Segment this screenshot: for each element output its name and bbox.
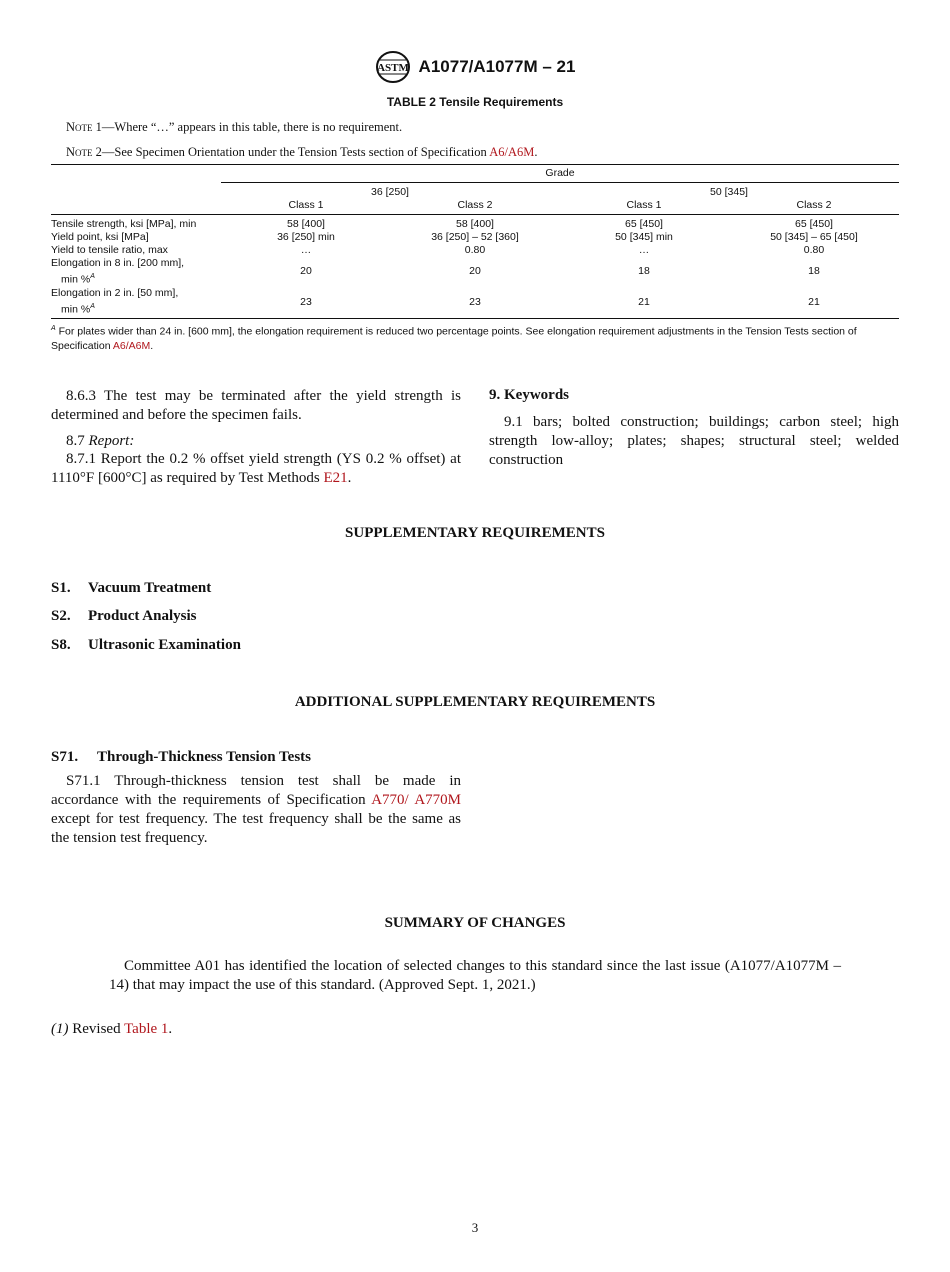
grade-36: 36 [250] bbox=[371, 186, 409, 198]
paragraph-8-6-3: 8.6.3 The test may be terminated after the yield strength is determined and before the specimen fails. bbox=[51, 388, 461, 423]
table-cell: … bbox=[638, 244, 650, 256]
table-cell: 36 [250] min bbox=[277, 231, 335, 243]
supplementary-heading: SUPPLEMENTARY REQUIREMENTS bbox=[345, 525, 605, 541]
table-note-2: Note 2—See Specimen Orientation under the Tension Tests section of Specification A6/A6M. bbox=[66, 145, 538, 159]
table-cell: 65 [450] bbox=[795, 218, 833, 230]
table-title: TABLE 2 Tensile Requirements bbox=[386, 95, 564, 109]
paragraph-8-7-1: 8.7.1 Report the 0.2 % offset yield strength (YS 0.2 % offset) at 1110°F [600°C] as required by Test Methods E21. bbox=[51, 451, 461, 486]
table-footnote: $^A$ For plates wider than 24 in. [600 mm], the elongation requirement is reduced two percentage points. See elongation requirement adjustments in the Tension Tests section of Specification A6/A6M. bbox=[51, 325, 857, 352]
grade-50: 50 [345] bbox=[710, 186, 748, 198]
table-cell: 50 [345] – 65 [450] bbox=[770, 231, 858, 243]
svg-text:ASTM: ASTM bbox=[376, 62, 409, 74]
row-label: Yield point, ksi [MPa] bbox=[51, 231, 149, 243]
grade-header: Grade bbox=[221, 165, 899, 183]
supplementary-item: S8. Ultrasonic Examination bbox=[51, 637, 241, 653]
class-header: Class 1 bbox=[288, 199, 324, 211]
table-row bbox=[51, 215, 899, 232]
summary-heading: SUMMARY OF CHANGES bbox=[384, 915, 566, 931]
class-header: Class 2 bbox=[457, 199, 493, 211]
standard-designation: A1077/A1077M – 21 bbox=[418, 57, 576, 76]
link-a770-a770m[interactable]: A770/ A770M bbox=[371, 792, 462, 808]
table-cell: 0.80 bbox=[803, 244, 825, 256]
astm-logo-icon bbox=[375, 50, 411, 84]
table-row bbox=[51, 244, 899, 257]
keywords-heading: 9. Keywords bbox=[489, 387, 569, 403]
page-number: 3 bbox=[471, 1220, 479, 1235]
link-a6-a6m[interactable]: A6/A6M bbox=[489, 145, 535, 159]
table-cell: 21 bbox=[638, 295, 650, 308]
row-label: Elongation in 8 in. [200 mm], min %$^A$ bbox=[51, 257, 185, 286]
paragraph-s71-1: S71.1 Through-thickness tension test shall be made in accordance with the requirements of Specification A770/ A770M except for test frequency. The test frequency shall be the same as the tension test frequency. bbox=[51, 773, 462, 846]
link-table-1[interactable]: Table 1 bbox=[124, 1021, 169, 1037]
tensile-requirements-table bbox=[51, 164, 899, 319]
table-cell: 21 bbox=[808, 295, 820, 308]
table-cell: … bbox=[300, 244, 312, 256]
table-cell: 20 bbox=[469, 265, 481, 278]
summary-paragraph: Committee A01 has identified the location of selected changes to this standard since the last issue (A1077/A1077M – 14) that may impact the use of this standard. (Approved Sept. 1, 2021.) bbox=[109, 958, 841, 993]
table-cell: 65 [450] bbox=[625, 218, 663, 230]
paragraph-8-7: 8.7 Report: bbox=[66, 433, 135, 449]
keywords-paragraph: 9.1 bars; bolted construction; buildings; carbon steel; high strength low-alloy; plates; shapes; structural steel; welded construction bbox=[489, 414, 899, 468]
table-row bbox=[51, 287, 899, 319]
supplementary-item: S1. Vacuum Treatment bbox=[51, 580, 212, 596]
row-label: Tensile strength, ksi [MPa], min bbox=[51, 218, 197, 230]
row-label: Yield to tensile ratio, max bbox=[51, 244, 168, 256]
class-header: Class 2 bbox=[796, 199, 832, 211]
link-e21[interactable]: E21 bbox=[323, 470, 348, 486]
row-label: Elongation in 2 in. [50 mm], min %$^A$ bbox=[51, 286, 179, 315]
table-cell: 18 bbox=[638, 265, 650, 278]
table-row bbox=[51, 231, 899, 244]
s71-heading: S71. Through-Thickness Tension Tests bbox=[51, 749, 311, 765]
table-cell: 0.80 bbox=[464, 244, 486, 256]
page-header bbox=[0, 50, 950, 84]
class-header: Class 1 bbox=[626, 199, 662, 211]
table-row bbox=[51, 257, 899, 287]
table-cell: 58 [400] bbox=[287, 218, 325, 230]
summary-item: (1) Revised Table 1. bbox=[51, 1021, 173, 1037]
table-cell: 20 bbox=[300, 265, 312, 278]
table-cell: 18 bbox=[808, 265, 820, 278]
table-cell: 36 [250] – 52 [360] bbox=[431, 231, 519, 243]
table-note-1: Note 1—Where “…” appears in this table, there is no requirement. bbox=[66, 120, 403, 134]
table-header-blank bbox=[51, 165, 221, 183]
supplementary-item: S2. Product Analysis bbox=[51, 608, 197, 624]
link-a6-a6m[interactable]: A6/A6M bbox=[112, 339, 151, 352]
table-cell: 50 [345] min bbox=[615, 231, 673, 243]
table-cell: 23 bbox=[469, 295, 481, 308]
additional-supplementary-heading: ADDITIONAL SUPPLEMENTARY REQUIREMENTS bbox=[294, 694, 656, 710]
table-cell: 23 bbox=[300, 295, 312, 308]
table-cell: 58 [400] bbox=[456, 218, 494, 230]
